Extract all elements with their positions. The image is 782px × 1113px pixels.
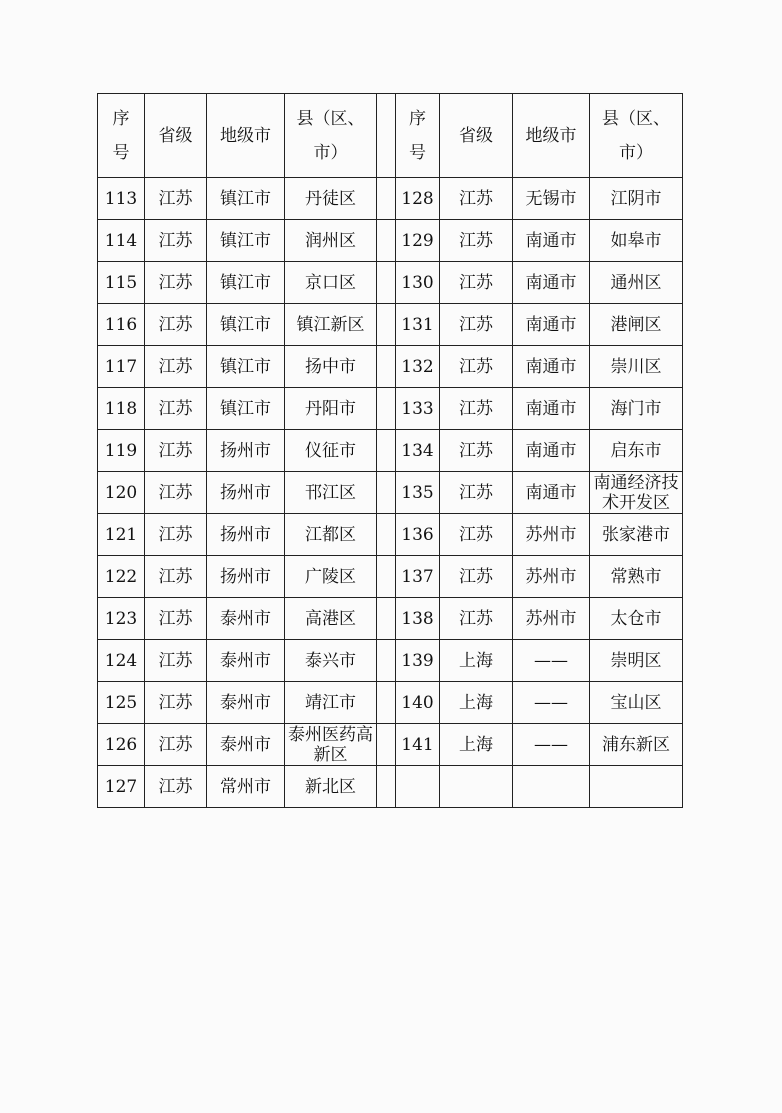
left-cell-county: 丹阳市 <box>285 388 377 430</box>
column-gap <box>377 178 396 220</box>
right-cell-county: 浦东新区 <box>590 724 683 766</box>
right-cell-no: 132 <box>396 346 440 388</box>
right-cell-province: 上海 <box>440 640 513 682</box>
right-cell-no: 129 <box>396 220 440 262</box>
left-cell-county: 高港区 <box>285 598 377 640</box>
left-cell-county: 仪征市 <box>285 430 377 472</box>
left-cell-province: 江苏 <box>145 388 207 430</box>
left-cell-city: 扬州市 <box>207 430 285 472</box>
left-cell-province: 江苏 <box>145 472 207 514</box>
right-cell-province: 江苏 <box>440 514 513 556</box>
left-cell-city: 泰州市 <box>207 724 285 766</box>
table-row <box>98 514 683 556</box>
right-cell-no: 137 <box>396 556 440 598</box>
table-row <box>98 388 683 430</box>
left-cell-province: 江苏 <box>145 346 207 388</box>
header-county-line1: 县（区、 <box>296 108 365 129</box>
right-cell-no: 133 <box>396 388 440 430</box>
column-gap <box>377 766 396 808</box>
header-seq-right <box>396 94 440 178</box>
right-cell-county: 常熟市 <box>590 556 683 598</box>
left-cell-city: 常州市 <box>207 766 285 808</box>
right-cell-county <box>590 766 683 808</box>
header-county-line2: 市） <box>313 142 348 163</box>
left-cell-county: 润州区 <box>285 220 377 262</box>
left-cell-province: 江苏 <box>145 514 207 556</box>
right-cell-province: 江苏 <box>440 472 513 514</box>
right-cell-province: 江苏 <box>440 304 513 346</box>
left-cell-city: 镇江市 <box>207 304 285 346</box>
column-gap <box>377 430 396 472</box>
left-cell-city: 泰州市 <box>207 682 285 724</box>
left-cell-city: 泰州市 <box>207 640 285 682</box>
right-cell-city: —— <box>513 640 590 682</box>
table-row <box>98 304 683 346</box>
left-cell-city: 泰州市 <box>207 598 285 640</box>
column-gap <box>377 514 396 556</box>
left-cell-no: 123 <box>98 598 145 640</box>
header-seq-line1: 序 <box>112 108 130 129</box>
left-cell-county: 泰州医药高新区 <box>285 724 377 766</box>
right-cell-no: 141 <box>396 724 440 766</box>
left-cell-no: 120 <box>98 472 145 514</box>
left-cell-city: 镇江市 <box>207 346 285 388</box>
table-row <box>98 598 683 640</box>
right-cell-no: 139 <box>396 640 440 682</box>
header-county-line2: 市） <box>619 142 653 163</box>
header-province: 省级 <box>145 94 207 178</box>
right-cell-city: —— <box>513 682 590 724</box>
left-cell-county: 京口区 <box>285 262 377 304</box>
right-cell-city: 苏州市 <box>513 598 590 640</box>
left-cell-no: 117 <box>98 346 145 388</box>
right-cell-county: 张家港市 <box>590 514 683 556</box>
left-cell-province: 江苏 <box>145 556 207 598</box>
header-county <box>285 94 377 178</box>
left-cell-province: 江苏 <box>145 430 207 472</box>
left-cell-county: 广陵区 <box>285 556 377 598</box>
left-cell-county: 新北区 <box>285 766 377 808</box>
right-cell-county: 如皋市 <box>590 220 683 262</box>
table-row <box>98 682 683 724</box>
right-cell-province: 江苏 <box>440 388 513 430</box>
right-cell-no: 138 <box>396 598 440 640</box>
right-cell-city: 南通市 <box>513 430 590 472</box>
left-cell-city: 镇江市 <box>207 178 285 220</box>
table-row <box>98 766 683 808</box>
right-cell-city: —— <box>513 724 590 766</box>
left-cell-city: 扬州市 <box>207 556 285 598</box>
right-cell-province: 江苏 <box>440 556 513 598</box>
header-seq <box>98 94 145 178</box>
right-cell-city: 苏州市 <box>513 514 590 556</box>
column-gap <box>377 598 396 640</box>
right-cell-no: 135 <box>396 472 440 514</box>
right-cell-no: 134 <box>396 430 440 472</box>
right-cell-county: 江阴市 <box>590 178 683 220</box>
header-seq-line2: 号 <box>112 142 130 163</box>
header-county-right <box>590 94 683 178</box>
table-header-row <box>98 94 683 178</box>
right-cell-province: 江苏 <box>440 262 513 304</box>
left-cell-county: 邗江区 <box>285 472 377 514</box>
left-cell-no: 124 <box>98 640 145 682</box>
column-gap <box>377 304 396 346</box>
left-cell-no: 119 <box>98 430 145 472</box>
left-cell-no: 113 <box>98 178 145 220</box>
column-gap <box>377 640 396 682</box>
left-cell-no: 114 <box>98 220 145 262</box>
left-cell-city: 镇江市 <box>207 388 285 430</box>
left-cell-no: 127 <box>98 766 145 808</box>
column-gap <box>377 388 396 430</box>
column-gap <box>377 556 396 598</box>
right-cell-no: 131 <box>396 304 440 346</box>
header-city: 地级市 <box>207 94 285 178</box>
table-row <box>98 346 683 388</box>
table-row <box>98 556 683 598</box>
right-cell-county: 通州区 <box>590 262 683 304</box>
left-cell-no: 118 <box>98 388 145 430</box>
left-cell-city: 扬州市 <box>207 472 285 514</box>
left-cell-no: 121 <box>98 514 145 556</box>
right-cell-county: 崇明区 <box>590 640 683 682</box>
right-cell-province: 上海 <box>440 724 513 766</box>
right-cell-city: 南通市 <box>513 220 590 262</box>
column-gap <box>377 346 396 388</box>
right-cell-province: 上海 <box>440 682 513 724</box>
right-cell-province: 江苏 <box>440 178 513 220</box>
table-row <box>98 724 683 766</box>
right-cell-city: 南通市 <box>513 304 590 346</box>
column-gap <box>377 94 396 178</box>
header-city-right: 地级市 <box>513 94 590 178</box>
right-cell-county: 崇川区 <box>590 346 683 388</box>
left-cell-province: 江苏 <box>145 178 207 220</box>
right-cell-no: 136 <box>396 514 440 556</box>
column-gap <box>377 724 396 766</box>
right-cell-county: 南通经济技术开发区 <box>590 472 683 514</box>
left-cell-city: 镇江市 <box>207 262 285 304</box>
left-cell-province: 江苏 <box>145 262 207 304</box>
column-gap <box>377 262 396 304</box>
left-cell-county: 靖江市 <box>285 682 377 724</box>
right-cell-county: 启东市 <box>590 430 683 472</box>
right-cell-city: 南通市 <box>513 262 590 304</box>
left-cell-city: 镇江市 <box>207 220 285 262</box>
left-cell-province: 江苏 <box>145 304 207 346</box>
table-row <box>98 640 683 682</box>
left-cell-province: 江苏 <box>145 682 207 724</box>
right-cell-city: 南通市 <box>513 472 590 514</box>
table-body <box>98 178 683 808</box>
left-cell-province: 江苏 <box>145 724 207 766</box>
right-cell-county: 太仓市 <box>590 598 683 640</box>
right-cell-county: 港闸区 <box>590 304 683 346</box>
left-cell-no: 126 <box>98 724 145 766</box>
region-table <box>97 93 683 808</box>
left-cell-county: 泰兴市 <box>285 640 377 682</box>
left-cell-no: 125 <box>98 682 145 724</box>
table-row <box>98 472 683 514</box>
header-seq-line1: 序 <box>409 108 426 129</box>
right-cell-city <box>513 766 590 808</box>
header-province-right: 省级 <box>440 94 513 178</box>
left-cell-county: 丹徒区 <box>285 178 377 220</box>
right-cell-city: 南通市 <box>513 388 590 430</box>
right-cell-no: 128 <box>396 178 440 220</box>
left-cell-no: 122 <box>98 556 145 598</box>
right-cell-city: 南通市 <box>513 346 590 388</box>
left-cell-county: 扬中市 <box>285 346 377 388</box>
right-cell-county: 海门市 <box>590 388 683 430</box>
left-cell-county: 镇江新区 <box>285 304 377 346</box>
table-row <box>98 178 683 220</box>
column-gap <box>377 220 396 262</box>
left-cell-no: 115 <box>98 262 145 304</box>
right-cell-province: 江苏 <box>440 598 513 640</box>
right-cell-no: 130 <box>396 262 440 304</box>
right-cell-city: 无锡市 <box>513 178 590 220</box>
right-cell-no <box>396 766 440 808</box>
table-row <box>98 220 683 262</box>
left-cell-city: 扬州市 <box>207 514 285 556</box>
left-cell-province: 江苏 <box>145 598 207 640</box>
column-gap <box>377 682 396 724</box>
column-gap <box>377 472 396 514</box>
left-cell-province: 江苏 <box>145 640 207 682</box>
left-cell-province: 江苏 <box>145 220 207 262</box>
table-row <box>98 262 683 304</box>
right-cell-province: 江苏 <box>440 346 513 388</box>
left-cell-county: 江都区 <box>285 514 377 556</box>
header-county-line1: 县（区、 <box>602 108 670 129</box>
right-cell-province: 江苏 <box>440 430 513 472</box>
right-cell-province: 江苏 <box>440 220 513 262</box>
header-seq-line2: 号 <box>409 142 426 163</box>
left-cell-province: 江苏 <box>145 766 207 808</box>
right-cell-no: 140 <box>396 682 440 724</box>
table-row <box>98 430 683 472</box>
right-cell-city: 苏州市 <box>513 556 590 598</box>
right-cell-county: 宝山区 <box>590 682 683 724</box>
right-cell-province <box>440 766 513 808</box>
left-cell-no: 116 <box>98 304 145 346</box>
